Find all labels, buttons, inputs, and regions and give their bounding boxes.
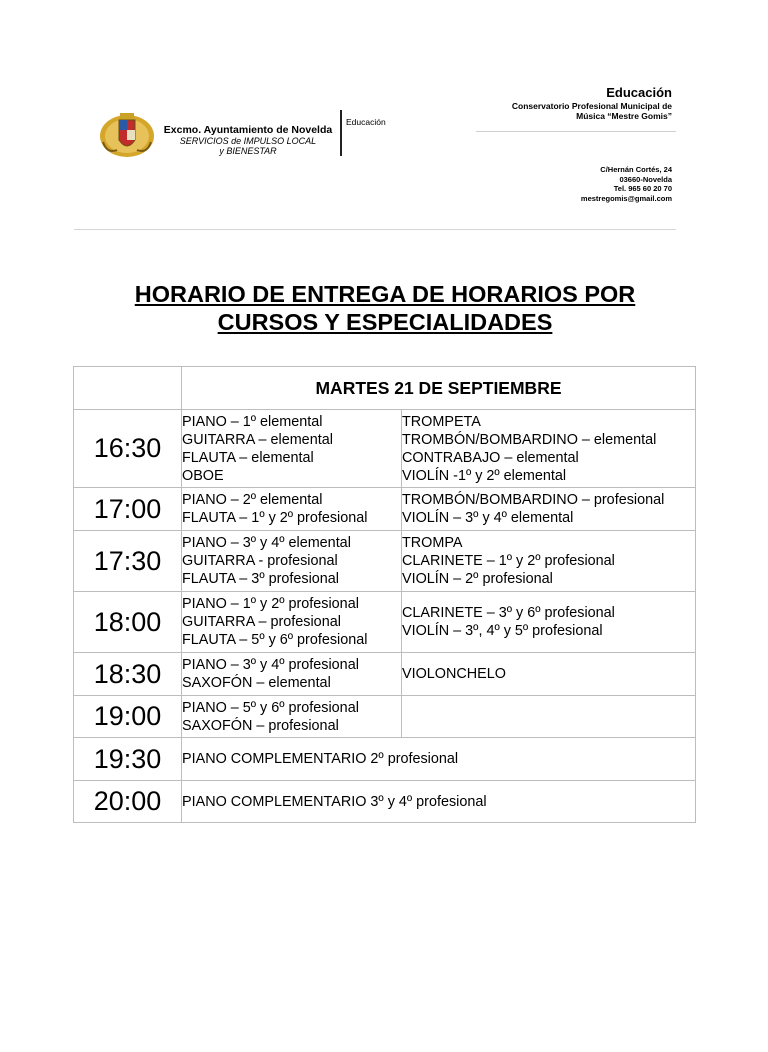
corner-cell [74,367,182,410]
page-title [74,280,696,336]
coat-of-arms-logo [99,110,155,160]
course-cell-left [182,696,402,738]
course-entry: PIANO – 1º elemental [182,413,323,430]
course-entry: VIOLÍN -1º y 2º elemental [402,467,567,484]
table-row [74,653,696,696]
day-header: MARTES 21 DE SEPTIEMBRE [182,367,696,410]
course-entry: GUITARRA - profesional [182,553,338,569]
course-entry: VIOLÍN – 2º profesional [402,571,553,587]
course-cell-left [182,653,402,696]
course-entry: VIOLÍN – 3º, 4º y 5º profesional [402,623,603,639]
course-entry: SAXOFÓN – profesional [182,717,339,734]
schedule-table [73,366,696,823]
course-cell-right [402,488,696,531]
course-entry: CLARINETE – 3º y 6º profesional [402,605,615,621]
course-entry: SAXOFÓN – elemental [182,675,331,691]
table-row [74,410,696,488]
course-entry: GUITARRA – elemental [182,431,333,448]
table-row [74,738,696,781]
header-divider [340,110,342,156]
time-cell: 19:30 [74,738,182,781]
table-row [74,696,696,738]
course-cell-left [182,531,402,592]
time-cell: 18:30 [74,653,182,696]
org-name: Excmo. Ayuntamiento de Novelda [163,124,333,136]
course-entry: FLAUTA – 3º profesional [182,571,339,587]
right-subtitle-1: Conservatorio Profesional Municipal de [511,101,672,111]
address-email: mestregomis@gmail.com [580,193,672,203]
course-entry: PIANO – 5º y 6º profesional [182,699,359,716]
conservatory-header [512,85,672,121]
title-line-2: CURSOS Y ESPECIALIDADES [217,309,553,335]
course-cell-left [182,592,402,653]
time-cell: 18:00 [74,592,182,653]
course-cell-right [402,531,696,592]
course-cell-full: PIANO COMPLEMENTARIO 2º profesional [182,738,696,781]
course-cell-right [402,696,696,738]
course-cell-full: PIANO COMPLEMENTARIO 3º y 4º profesional [182,781,696,823]
course-entry: CONTRABAJO – elemental [402,449,579,466]
course-entry: TROMBÓN/BOMBARDINO – elemental [402,431,657,448]
course-entry: CLARINETE – 1º y 2º profesional [402,553,615,569]
course-cell-left [182,410,402,488]
address-street: C/Hernán Cortés, 24 [600,165,672,174]
org-subtitle-2: y BIENESTAR [219,146,277,156]
course-cell-left [182,488,402,531]
course-cell-right [402,592,696,653]
table-row [74,592,696,653]
right-title: Educación [606,85,672,100]
course-entry: GUITARRA – profesional [182,614,341,630]
header-rule [476,131,676,132]
course-entry: FLAUTA – elemental [182,449,314,466]
title-line-1: HORARIO DE ENTREGA DE HORARIOS POR [134,281,636,307]
department-label: Educación [346,117,386,127]
course-cell-right [402,410,696,488]
course-entry: VIOLÍN – 3º y 4º elemental [402,510,574,526]
course-entry: PIANO – 2º elemental [182,492,323,508]
table-header-row [74,367,696,410]
table-row [74,531,696,592]
table-row [74,781,696,823]
time-cell: 19:00 [74,696,182,738]
address-phone: Tel. 965 60 20 70 [613,184,672,193]
contact-address [581,165,672,203]
address-city: 03660-Novelda [619,174,672,184]
time-cell: 17:30 [74,531,182,592]
time-cell: 20:00 [74,781,182,823]
course-entry: FLAUTA – 1º y 2º profesional [182,510,368,526]
course-entry: TROMPA [402,535,463,551]
table-row [74,488,696,531]
course-entry: PIANO – 3º y 4º profesional [182,657,359,673]
course-entry: VIOLONCHELO [402,666,506,682]
organization-block [162,124,334,156]
org-subtitle-1: SERVICIOS de IMPULSO LOCAL [179,136,317,146]
time-cell: 16:30 [74,410,182,488]
course-cell-right [402,653,696,696]
page-rule [74,229,676,230]
course-entry: PIANO – 3º y 4º elemental [182,535,351,551]
time-cell: 17:00 [74,488,182,531]
course-entry: FLAUTA – 5º y 6º profesional [182,632,368,648]
course-entry: TROMPETA [402,413,481,430]
right-subtitle-2: Música “Mestre Gomis” [576,111,672,121]
course-entry: PIANO – 1º y 2º profesional [182,596,359,612]
course-entry: OBOE [182,467,224,484]
course-entry: TROMBÓN/BOMBARDINO – profesional [402,492,665,508]
